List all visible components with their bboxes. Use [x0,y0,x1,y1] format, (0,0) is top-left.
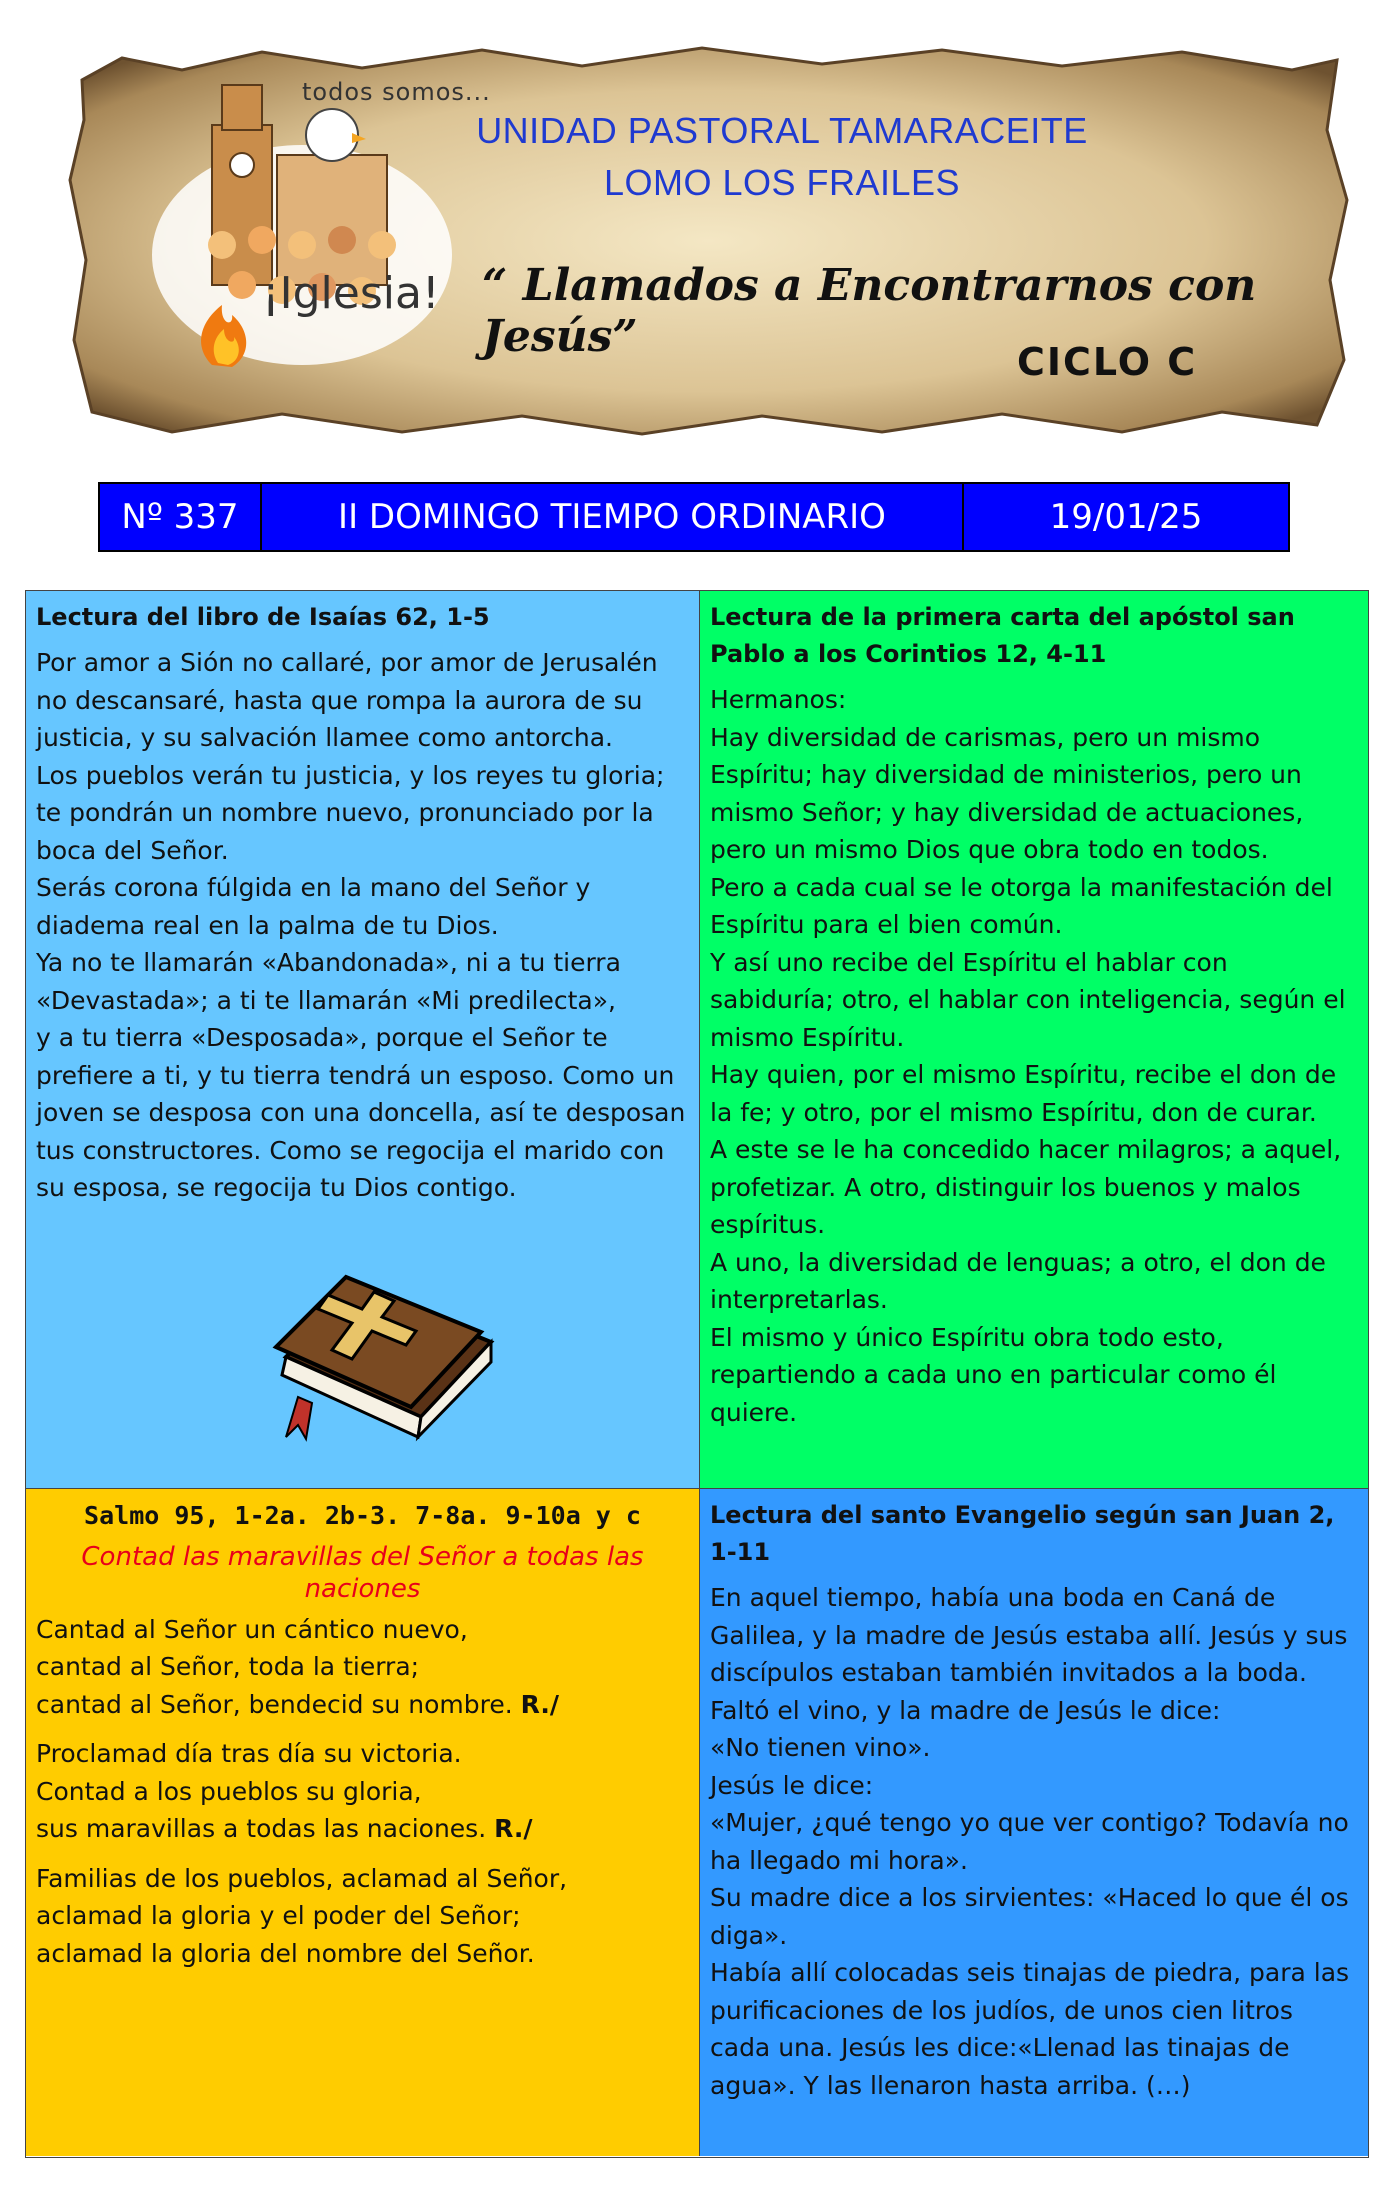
psalm-stanza [36,1735,689,1848]
psalm-line: aclamad la gloria y el poder del Señor; [36,1901,521,1930]
first-reading [26,591,700,1489]
gospel-reading [700,1489,1368,2156]
first-reading-line: Por amor a Sión no callaré, por amor de Jerusalén no descansaré, hasta que rompa la aurora de su justicia, y su salvación llamee como antorcha. [36,648,658,752]
issue-number: Nº 337 [100,484,262,550]
gospel-line: «No tienen vino». [710,1733,931,1762]
second-reading-line: Hermanos: [710,685,847,714]
responsorial-psalm [26,1489,700,2156]
second-reading-line: Pero a cada cual se le otorga la manifestación del Espíritu para el bien común. [710,872,1333,939]
first-reading-line: Los pueblos verán tu justicia, y los reyes tu gloria; te pondrán un nombre nuevo, pronunciado por la boca del Señor. [36,760,665,865]
second-reading [700,591,1368,1489]
first-reading-line: Ya no te llamarán «Abandonada», ni a tu tierra «Devastada»; a ti te llamarán «Mi predilecta», [36,948,621,1015]
gospel-line: Jesús le dice: [710,1770,874,1800]
psalm-line: sus maravillas a todas las naciones. R./ [36,1814,533,1843]
logo-wordmark: ¡Iglesia! [262,268,440,319]
psalm-line: cantad al Señor, toda la tierra; [36,1652,420,1681]
psalm-line: aclamad la gloria del nombre del Señor. [36,1938,535,1968]
second-reading-line: El mismo y único Espíritu obra todo esto, repartiendo a cada uno en particular como él quiere. [710,1322,1277,1427]
psalm-heading: Salmo 95, 1-2a. 2b-3. 7-8a. 9-10a y c [84,1501,641,1530]
gospel-line: En aquel tiempo, había una boda en Caná de Galilea, y la madre de Jesús estaba allí. Jesús y sus discípulos estaban también invitados a la boda. [710,1583,1348,1687]
second-reading-line: Y así uno recibe del Espíritu el hablar con sabiduría; otro, el hablar con inteligencia, según el mismo Espíritu. [710,947,1346,1052]
liturgical-cycle: CICLO C [1017,340,1198,384]
gospel-line: Faltó el vino, y la madre de Jesús le dice: [710,1695,1221,1725]
issue-title-bar [98,482,1290,552]
sunday-title: II DOMINGO TIEMPO ORDINARIO [262,484,964,550]
psalm-line: Cantad al Señor un cántico nuevo, [36,1614,468,1644]
logo-tagline: todos somos... [302,78,491,106]
gospel-line: «Mujer, ¿qué tengo yo que ver contigo? Todavía no ha llegado mi hora». [710,1808,1349,1875]
organization-name: UNIDAD PASTORAL TAMARACEITE [476,110,1088,151]
organization-subname: LOMO LOS FRAILES [603,162,961,203]
first-reading-line: Serás corona fúlgida en la mano del Señor y diadema real en la palma de tu Dios. [36,873,591,940]
second-reading-heading: Lectura de la primera carta del apóstol san Pablo a los Corintios 12, 4-11 [710,603,1295,668]
motto: “ Llamados a Encontrarnos con Jesús” [482,260,1257,362]
second-reading-line: Hay diversidad de carismas, pero un mismo Espíritu; hay diversidad de ministerios, pero un mismo Señor; y hay diversidad de actuaciones, pero un mismo Dios que obra todo en todos. [710,722,1304,864]
second-reading-line: A uno, la diversidad de lenguas; a otro, el don de interpretarlas. [710,1247,1326,1314]
readings-grid [25,590,1369,2158]
issue-date: 19/01/25 [1049,497,1203,537]
first-reading-heading: Lectura del libro de Isaías 62, 1-5 [36,603,490,631]
psalm-line: Familias de los pueblos, aclamad al Señor, [36,1863,568,1893]
bible-icon [246,1247,506,1447]
psalm-line: Contad a los pueblos su gloria, [36,1776,422,1806]
psalm-stanza [36,1860,689,1973]
header-banner [62,40,1352,440]
second-reading-line: A este se le ha concedido hacer milagros; a aquel, profetizar. A otro, distinguir los buenos y malos espíritus. [710,1135,1342,1239]
second-reading-line: Hay quien, por el mismo Espíritu, recibe el don de la fe; y otro, por el mismo Espíritu, don de curar. [710,1060,1337,1127]
gospel-line: Su madre dice a los sirvientes: «Haced lo que él os diga». [710,1883,1349,1950]
psalm-line: cantad al Señor, bendecid su nombre. R./ [36,1689,560,1719]
first-reading-line: y a tu tierra «Desposada», porque el Señor te prefiere a ti, y tu tierra tendrá un esposo. Como un joven se desposa con una doncella, así te desposan tus constructores. Como se regocija el marido con su esposa, se regocija tu Dios contigo. [36,1023,686,1202]
psalm-response: Contad las maravillas del Señor a todas las naciones [81,1541,644,1604]
gospel-line: Había allí colocadas seis tinajas de piedra, para las purificaciones de los judíos, de unos cien litros cada una. Jesús les dice:«Llenad las tinajas de agua». Y las llenaron hasta arriba. (…) [710,1958,1350,2100]
refrain-mark: R./ [494,1814,533,1843]
refrain-mark: R./ [520,1689,560,1719]
gospel-heading: Lectura del santo Evangelio según san Juan 2, 1-11 [710,1501,1335,1566]
psalm-line: Proclamad día tras día su victoria. [36,1739,462,1768]
psalm-stanza [36,1611,689,1724]
